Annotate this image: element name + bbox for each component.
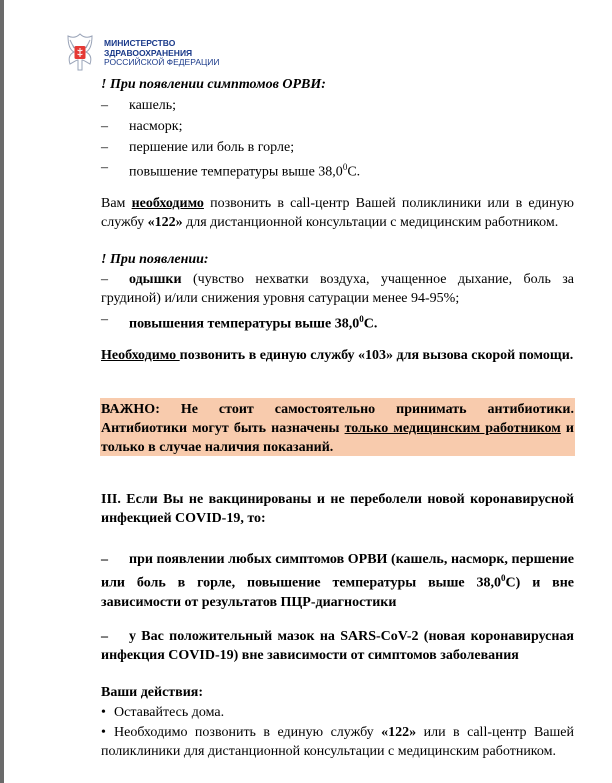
number-122: «122»: [147, 215, 183, 230]
list-item: [101, 270, 574, 308]
warning-text: [101, 400, 574, 457]
call-122-pre: Вам: [101, 196, 132, 211]
logo-line-3: РОССИЙСКОЙ ФЕДЕРАЦИИ: [104, 57, 220, 68]
dash-marker: –: [101, 160, 108, 175]
necessary-emphasis: необходимо: [131, 196, 204, 211]
dash-marker: –: [101, 119, 108, 134]
degree-sup: 0: [501, 573, 506, 583]
bullet-marker: •: [101, 705, 106, 720]
warning-underlined: только медицинским работником: [344, 421, 561, 436]
list-item: [101, 550, 574, 612]
degree-sup: 0: [342, 162, 348, 172]
dash-marker: –: [101, 552, 108, 567]
list-item: [101, 723, 574, 761]
logo-line-1: МИНИСТЕРСТВО: [104, 38, 176, 48]
section-3-heading: III. Если Вы не вакцинированы и не переболели новой коронавирусной инфекцией COVID-19, то:: [101, 492, 574, 526]
dyspnea-details: (чувство нехватки воздуха, учащенное дыхание, боль за грудиной) и/или снижения уровня сатурации менее 94-95%;: [101, 272, 574, 306]
orvi-item-1: кашель;: [129, 98, 177, 113]
call-103-text: позвонить в единую службу «103» для вызова скорой помощи.: [179, 348, 574, 363]
orvi-title: ! При появлении симптомов ОРВИ:: [101, 77, 326, 92]
degree-sup: 0: [359, 314, 364, 324]
list-item: [101, 138, 574, 157]
eagle-emblem-icon: [62, 30, 98, 74]
section-3-item-2: у Вас положительный мазок на SARS-CoV-2 (новая коронавирусная инфекция COVID-19) вне зависимости от симптомов заболевания: [101, 629, 574, 663]
bullet-marker: •: [101, 725, 106, 740]
call-122-paragraph: [101, 194, 574, 232]
temp-unit: С.: [347, 164, 361, 180]
severe-title: ! При появлении:: [101, 252, 209, 267]
dash-marker: –: [101, 629, 108, 644]
dash-marker: –: [101, 312, 108, 327]
warning-post: и только в случае наличия показаний.: [101, 421, 574, 455]
list-item: [101, 158, 574, 182]
necessary-underlined: Необходимо: [101, 348, 180, 363]
dash-marker: –: [101, 98, 108, 113]
list-item: [101, 96, 574, 115]
dash-marker: –: [101, 272, 108, 287]
section-3-item-1: при появлении любых симптомов ОРВИ (кашель, насморк, першение или боль в горле, повышение температуры выше 38,0: [101, 552, 574, 591]
orvi-item-3: першение или боль в горле;: [129, 140, 295, 155]
number-122: «122»: [381, 725, 417, 740]
section-3-item-1-end: С) и вне зависимости от результатов ПЦР-диагностики: [101, 575, 574, 610]
call-122-post: для дистанционной консультации с медицинским работником.: [182, 215, 559, 230]
call-122-action: Необходимо позвонить в единую службу: [114, 725, 382, 740]
dash-marker: –: [101, 140, 108, 155]
ministry-logo: [62, 30, 242, 74]
actions-title: Ваши действия:: [101, 685, 204, 700]
list-item: [101, 627, 574, 665]
dyspnea-label: одышки: [129, 272, 182, 287]
stay-home-item: Оставайтесь дома.: [114, 705, 225, 720]
list-item: [101, 310, 574, 334]
list-item: [101, 703, 574, 722]
call-122-mid: позвонить в call-центр Вашей поликлиники или в единую службу: [101, 196, 574, 230]
warning-pre: ВАЖНО: Не стоит самостоятельно принимать антибиотики. Антибиотики могут быть назначены: [101, 402, 574, 436]
orvi-item-4: повышение температуры выше 38,0: [129, 164, 343, 180]
call-122-action-end: или в call-центр Вашей поликлиники для дистанционной консультации с медицинским работником.: [101, 725, 574, 759]
logo-line-2: ЗДРАВООХРАНЕНИЯ: [104, 47, 193, 58]
list-item: [101, 117, 574, 136]
page-edge: [0, 0, 4, 783]
temp-unit: С.: [363, 316, 378, 332]
call-103-paragraph: [101, 346, 574, 365]
high-temp-label: повышения температуры выше 38,0: [129, 316, 360, 332]
orvi-item-2: насморк;: [129, 119, 183, 134]
